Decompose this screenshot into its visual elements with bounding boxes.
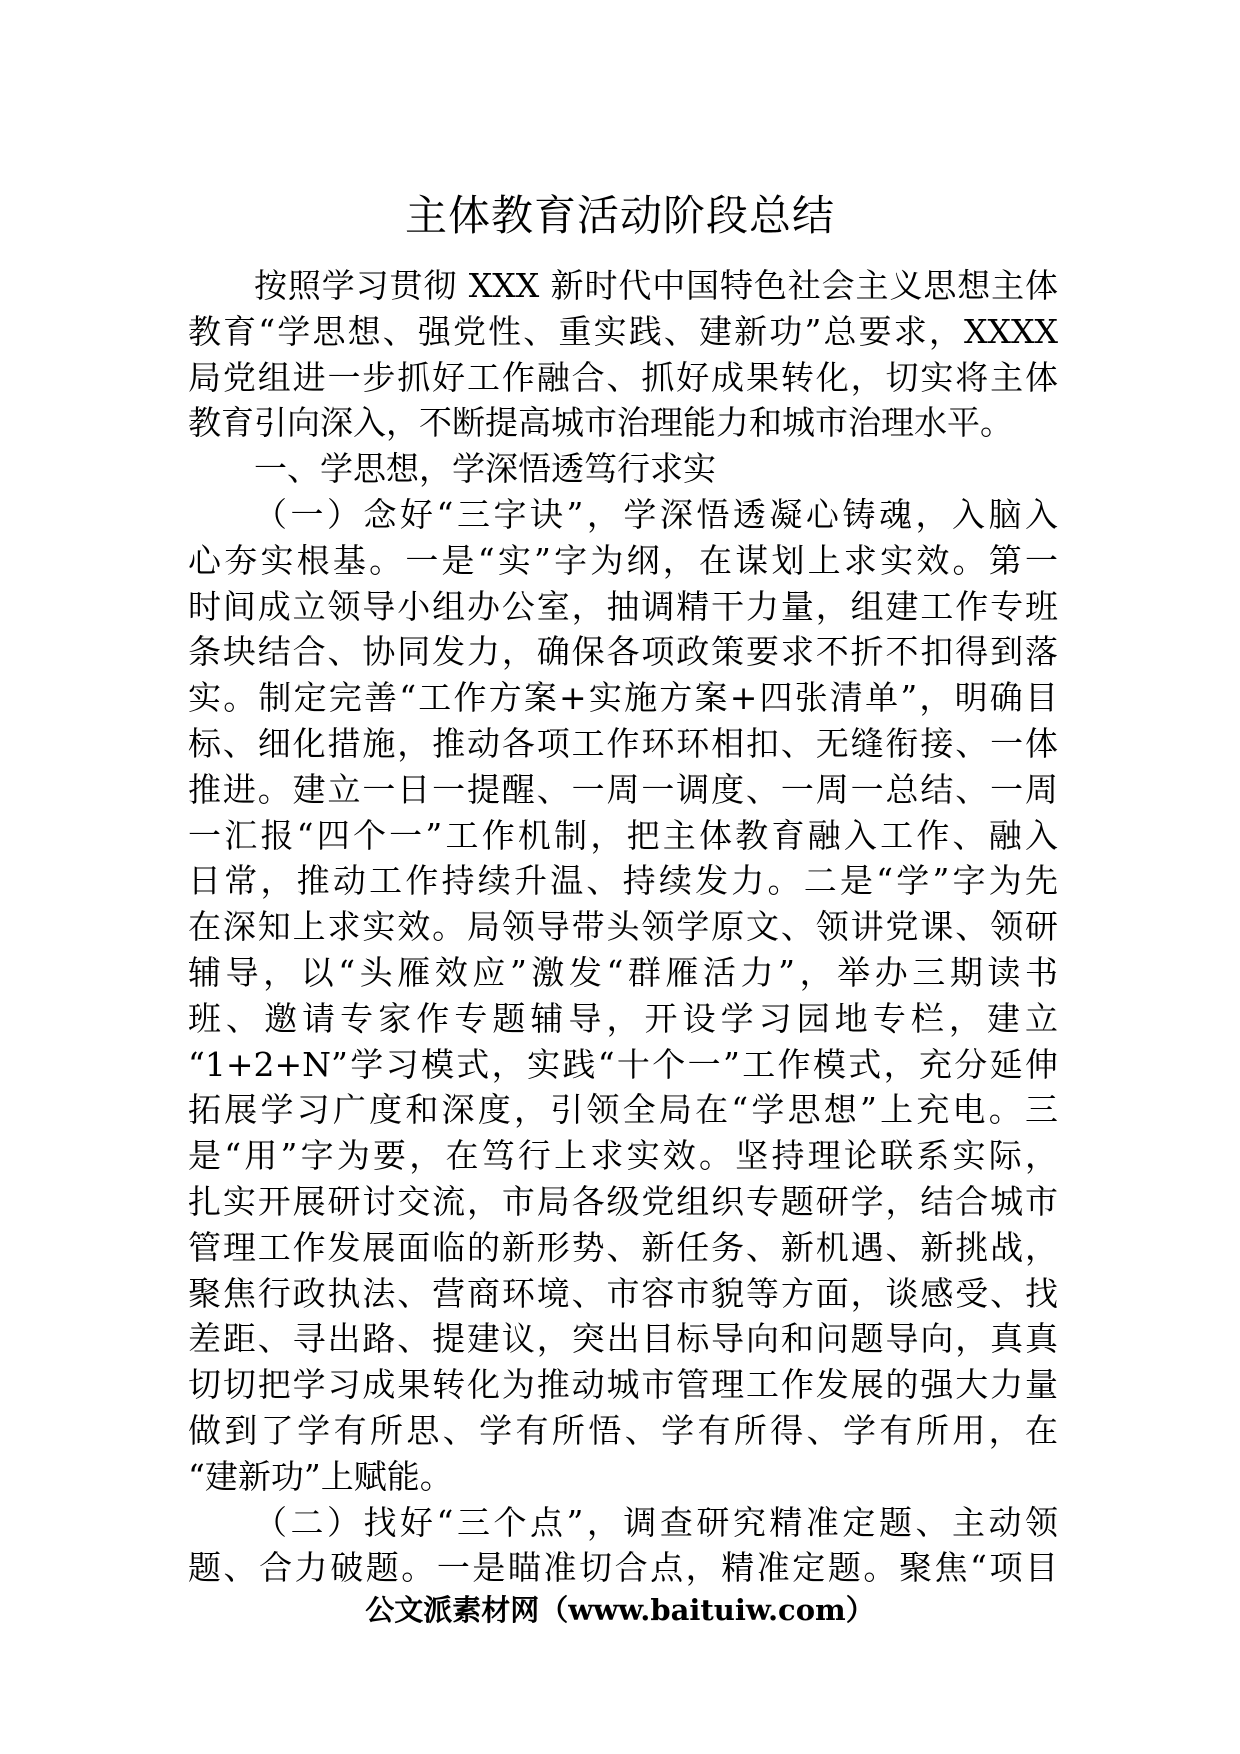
paragraph-line: （二）找好“三个点”，调查研究精准定题、主动领 <box>254 1502 1058 1542</box>
paragraph-line: 推进。建立一日一提醒、一周一调度、一周一总结、一周 <box>188 769 1058 809</box>
paragraph-line: “1+2+N”学习模式，实践“十个一”工作模式，充分延伸 <box>188 1044 1058 1084</box>
paragraph-line: 时间成立领导小组办公室，抽调精干力量，组建工作专班 <box>188 586 1058 626</box>
paragraph-line: 在深知上求实效。局领导带头领学原文、领讲党课、领研 <box>188 907 1058 947</box>
section-heading: 一、学思想，学深悟透笃行求实 <box>254 449 716 489</box>
paragraph-line: 日常，推动工作持续升温、持续发力。二是“学”字为先 <box>188 861 1058 901</box>
paragraph-line: 按照学习贯彻 XXX 新时代中国特色社会主义思想主体 <box>254 266 1058 305</box>
paragraph-line: 聚焦行政执法、营商环境、市容市貌等方面，谈感受、找 <box>188 1273 1058 1313</box>
document-body <box>188 263 1058 1591</box>
paragraph-line: 教育“学思想、强党性、重实践、建新功”总要求，XXXX <box>188 311 1058 351</box>
paragraph-line: 扎实开展研讨交流，市局各级党组织专题研学，结合城市 <box>188 1181 1058 1221</box>
paragraph-line: 辅导，以“头雁效应”激发“群雁活力”，举办三期读书 <box>188 952 1058 992</box>
paragraph-line: 条块结合、协同发力，确保各项政策要求不折不扣得到落 <box>188 632 1058 672</box>
paragraph-line: 一汇报“四个一”工作机制，把主体教育融入工作、融入 <box>188 815 1058 855</box>
source-watermark: 公文派素材网（www.baituiw.com） <box>365 1593 875 1627</box>
paragraph-line: 局党组进一步抓好工作融合、抓好成果转化，切实将主体 <box>188 357 1058 397</box>
paragraph-line: 班、邀请专家作专题辅导，开设学习园地专栏，建立 <box>188 998 1058 1038</box>
paragraph-line: （一）念好“三字诀”，学深悟透凝心铸魂，入脑入 <box>254 494 1058 534</box>
paragraph-line: “建新功”上赋能。 <box>188 1456 453 1496</box>
paragraph-line: 标、细化措施，推动各项工作环环相扣、无缝衔接、一体 <box>188 723 1058 763</box>
paragraph-line: 拓展学习广度和深度，引领全局在“学思想”上充电。三 <box>188 1090 1058 1130</box>
paragraph-line: 切切把学习成果转化为推动城市管理工作发展的强大力量 <box>188 1365 1058 1405</box>
paragraph-line: 教育引向深入，不断提高城市治理能力和城市治理水平。 <box>188 403 1013 443</box>
paragraph-line: 心夯实根基。一是“实”字为纲，在谋划上求实效。第一 <box>188 540 1058 580</box>
paragraph-line: 做到了学有所思、学有所悟、学有所得、学有所用，在 <box>188 1410 1058 1450</box>
paragraph-line: 实。制定完善“工作方案+实施方案+四张清单”，明确目 <box>188 678 1058 718</box>
paragraph-line: 差距、寻出路、提建议，突出目标导向和问题导向，真真 <box>188 1319 1058 1359</box>
paragraph-line: 题、合力破题。一是瞄准切合点，精准定题。聚焦“项目 <box>188 1548 1058 1588</box>
paragraph-line: 管理工作发展面临的新形势、新任务、新机遇、新挑战， <box>188 1227 1058 1267</box>
document-title: 主体教育活动阶段总结 <box>404 191 835 240</box>
paragraph-line: 是“用”字为要，在笃行上求实效。坚持理论联系实际， <box>188 1136 1058 1176</box>
